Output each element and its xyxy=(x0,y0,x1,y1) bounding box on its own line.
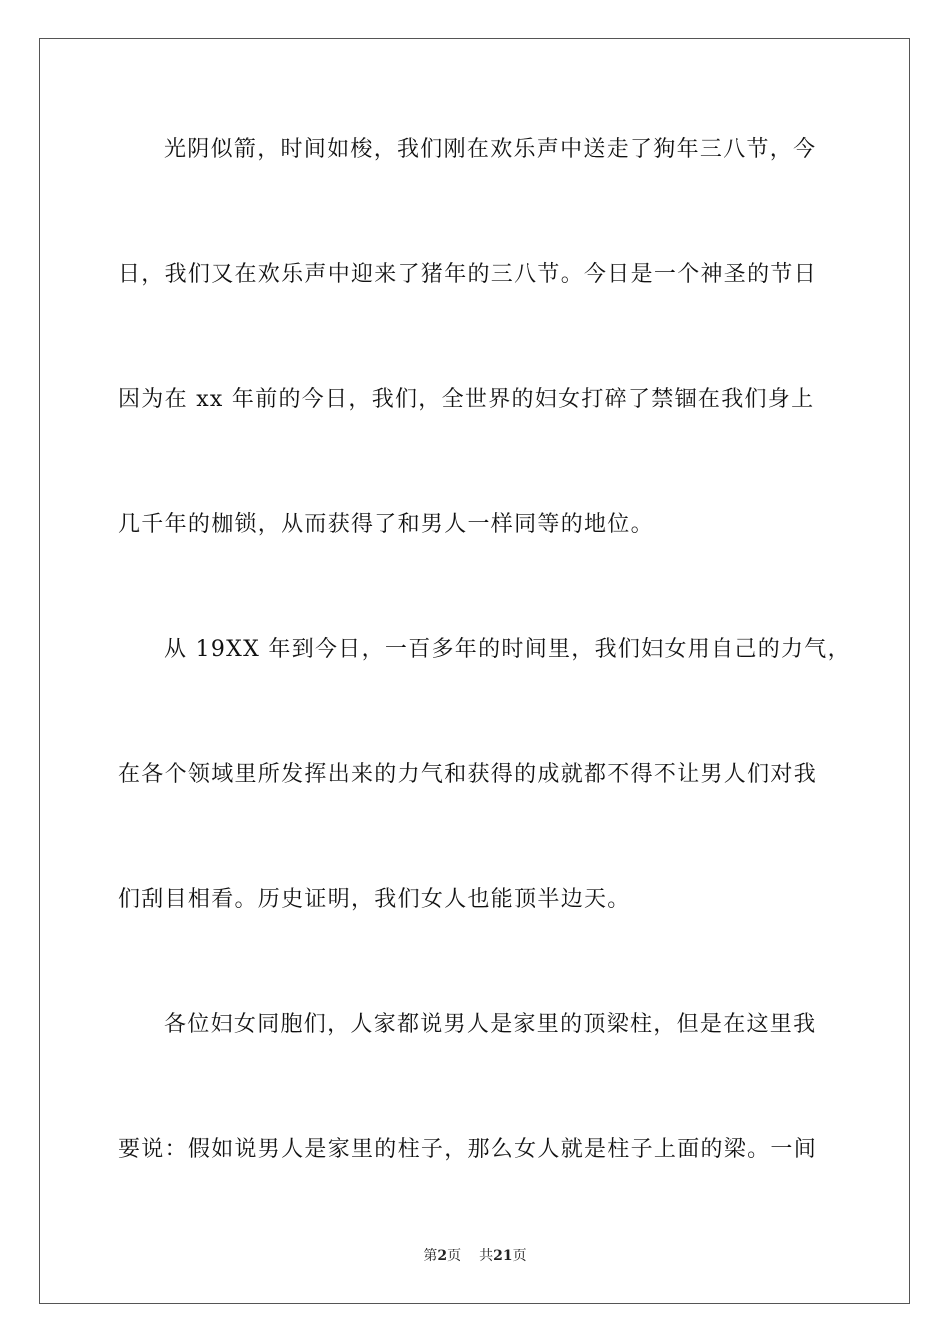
page-prefix: 第 xyxy=(423,1248,438,1264)
paragraph-3-line-2: 要说：假如说男人是家里的柱子，那么女人就是柱子上面的梁。一间 xyxy=(118,1137,818,1162)
paragraph-1-line-1: 光阴似箭，时间如梭，我们刚在欢乐声中送走了狗年三八节，今 xyxy=(164,137,817,162)
paragraph-2-line-1: 从 19XX 年到今日，一百多年的时间里，我们妇女用自己的力气， xyxy=(164,637,851,662)
paragraph-1-line-4: 几千年的枷锁，从而获得了和男人一样同等的地位。 xyxy=(118,512,654,537)
total-prefix: 共 xyxy=(479,1248,494,1264)
paragraph-2-line-3: 们刮目相看。历史证明，我们女人也能顶半边天。 xyxy=(118,887,631,912)
paragraph-1-line-3: 因为在 xx 年前的今日，我们，全世界的妇女打碎了禁锢在我们身上 xyxy=(118,387,815,412)
page-suffix: 页 xyxy=(447,1248,462,1264)
paragraph-1-line-2: 日，我们又在欢乐声中迎来了猪年的三八节。今日是一个神圣的节日 xyxy=(118,262,818,287)
page-border xyxy=(39,38,910,1304)
page-current: 2 xyxy=(437,1248,448,1264)
paragraph-2-line-2: 在各个领域里所发挥出来的力气和获得的成就都不得不让男人们对我 xyxy=(118,762,818,787)
page-footer xyxy=(0,1246,950,1266)
paragraph-3-line-1: 各位妇女同胞们，人家都说男人是家里的顶梁柱，但是在这里我 xyxy=(164,1012,817,1037)
page-total: 21 xyxy=(493,1248,513,1264)
total-suffix: 页 xyxy=(512,1248,527,1264)
